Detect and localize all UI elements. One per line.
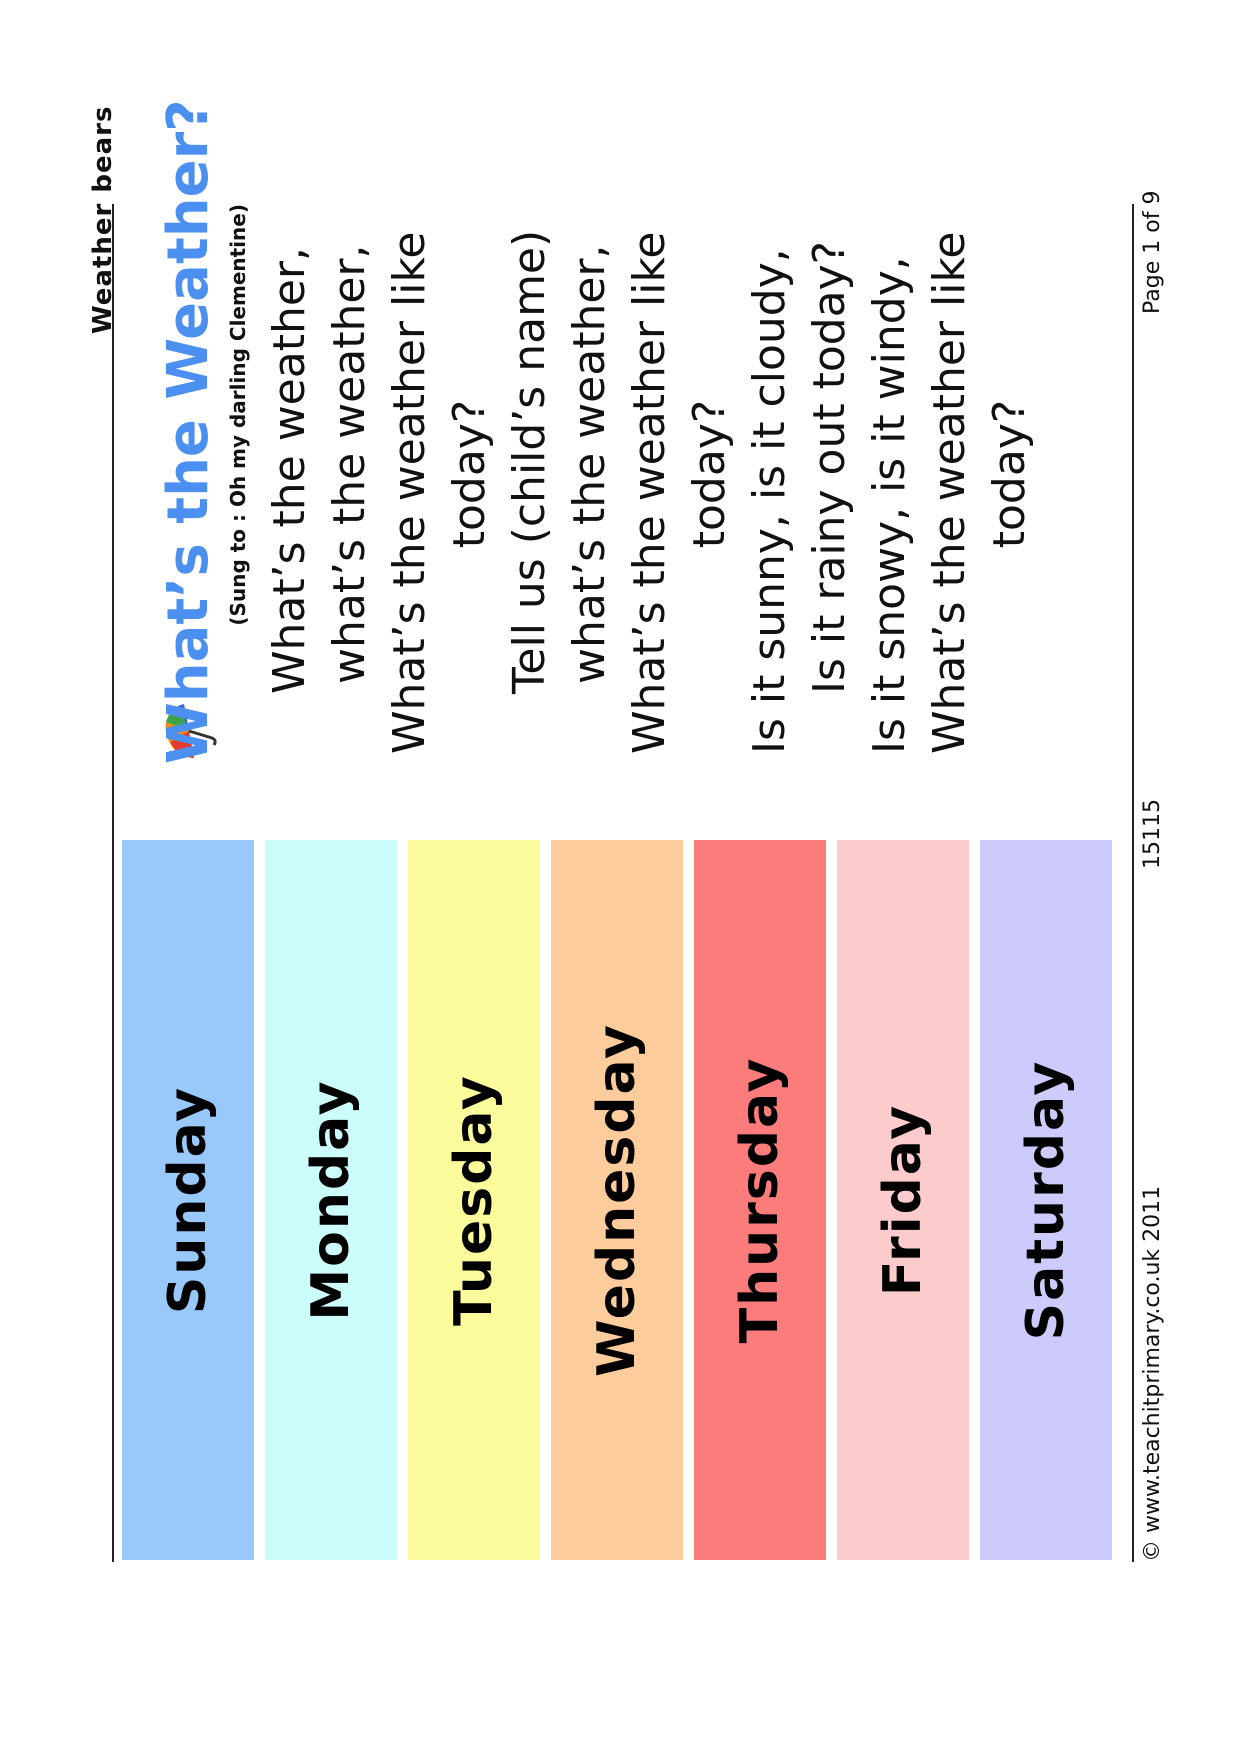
day-label-thursday: Thursday bbox=[730, 1056, 790, 1344]
day-label-sunday: Sunday bbox=[158, 1085, 218, 1315]
footer-copyright: © www.teachitprimary.co.uk 2011 bbox=[1140, 1185, 1165, 1562]
day-strip-sunday bbox=[122, 840, 254, 1560]
footer-code: 15115 bbox=[1140, 799, 1165, 869]
lyric-line: Is it sunny, is it cloudy, bbox=[744, 248, 795, 754]
page-header-title: Weather bears bbox=[88, 105, 118, 334]
day-strip-thursday bbox=[694, 840, 826, 1560]
lyric-line: What’s the weather like bbox=[924, 231, 975, 754]
lyric-line: today? bbox=[684, 399, 735, 549]
footer-rule bbox=[1132, 204, 1134, 1562]
lyric-line: Is it rainy out today? bbox=[804, 240, 855, 694]
days-of-week-list bbox=[122, 840, 1122, 1560]
song-title: What’s the Weather? bbox=[156, 99, 221, 764]
song-subtitle: (Sung to : Oh my darling Clementine) bbox=[226, 204, 250, 626]
day-label-tuesday: Tuesday bbox=[444, 1074, 504, 1326]
day-label-friday: Friday bbox=[873, 1103, 933, 1297]
lyric-line: today? bbox=[444, 399, 495, 549]
day-label-wednesday: Wednesday bbox=[587, 1023, 647, 1377]
day-strip-monday bbox=[265, 840, 397, 1560]
day-strip-tuesday bbox=[408, 840, 540, 1560]
lyric-line: What’s the weather like bbox=[624, 231, 675, 754]
lyric-line: today? bbox=[984, 399, 1035, 549]
day-strip-friday bbox=[837, 840, 969, 1560]
lyric-line: what’s the weather, bbox=[324, 244, 375, 684]
day-label-saturday: Saturday bbox=[1016, 1059, 1076, 1341]
lyric-line: Is it snowy, is it windy, bbox=[864, 256, 915, 754]
lyric-line: what’s the weather, bbox=[564, 244, 615, 684]
header-rule bbox=[112, 204, 114, 1562]
day-strip-wednesday bbox=[551, 840, 683, 1560]
lyric-line: What’s the weather, bbox=[264, 246, 315, 694]
lyric-line: What’s the weather like bbox=[384, 231, 435, 754]
day-label-monday: Monday bbox=[301, 1079, 361, 1321]
footer-page-number: Page 1 of 9 bbox=[1140, 190, 1165, 314]
song-lyrics bbox=[260, 194, 1040, 754]
lyric-line: Tell us (child’s name) bbox=[504, 229, 555, 694]
day-strip-saturday bbox=[980, 840, 1112, 1560]
